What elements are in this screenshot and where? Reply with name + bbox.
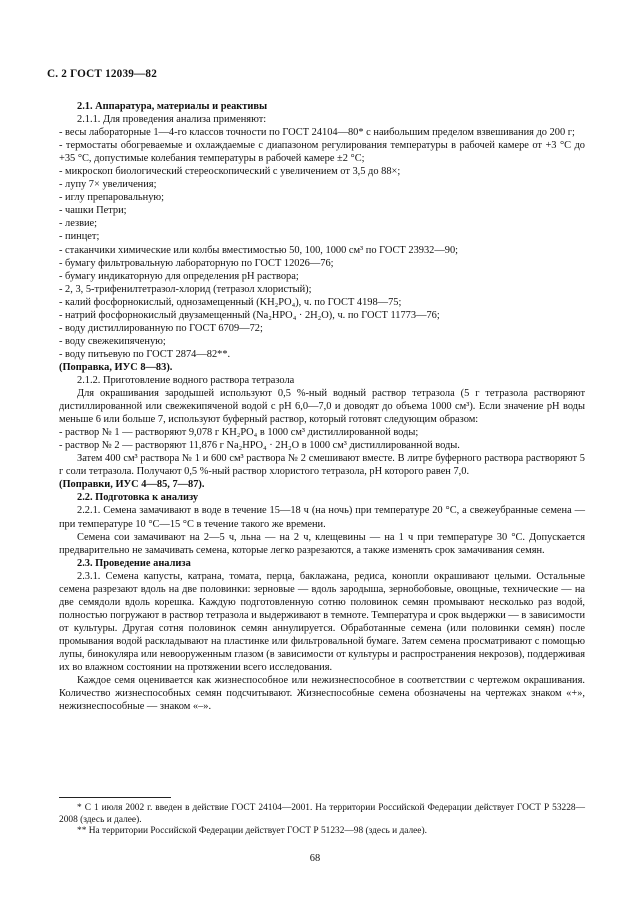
paragraph: 2.3.1. Семена капусты, катрана, томата, перца, баклажана, редиса, конопли окрашивают целыми. Остальные семена разрезают вдоль на две половинки: зерновые — вдоль зародыша, зернобобовые, овощные, технические — на две семядоли вдоль корешка. Каждую подготовленную сотню половинок семян промывают несколько раз водой, полностью погружают в раствор тетразола и выдерживают в темноте. Температура и срок выдержки — в зависимости от культуры. Другая сотня половинок семян аннулируется. Обработанные семена (или половинки семян) после промывания водой раскладывают на пластинке или фильтровальной бумаге. Затем семена просматривают с помощью лупы, бинокуляра или невооруженным глазом (в зависимости от культуры и распространения некрозов), поддерживая их во влажном состоянии на протяжении всего исследования. xyxy=(59,570,586,674)
paragraph: Для окрашивания зародышей используют 0,5 %-ный водный раствор тетразола (5 г тетразола растворяют дистиллированной или свежекипяченой водой с рН 6,0—7,0 и доводят до объема 1000 см³). Если значение рН воды меньше 6 или больше 7, используют буферный раствор, который готовят следующим образом: xyxy=(59,388,585,426)
paragraph: - воду свежекипяченую; xyxy=(59,335,166,347)
paragraph: 2.1.2. Приготовление водного раствора тетразола xyxy=(77,374,295,386)
page-number: 68 xyxy=(309,853,321,864)
paragraph: - раствор № 2 — растворяют 11,876 г Na₂HPO₄ · 2H₂O в 1000 см³ дистиллированной воды. xyxy=(59,440,460,452)
paragraph: - иглу препаровальную; xyxy=(59,192,165,204)
paragraph: 2.3. Проведение анализа xyxy=(77,557,191,569)
paragraph: - воду питьевую по ГОСТ 2874—82**. xyxy=(59,348,231,360)
paragraph: 2.1.1. Для проведения анализа применяют: xyxy=(77,114,267,126)
paragraph: - калий фосфорнокислый, однозамещенный (KH₂PO₄), ч. по ГОСТ 4198—75; xyxy=(59,296,402,308)
footnote-rule xyxy=(59,797,171,798)
paragraph: Семена сои замачивают на 2—5 ч, льна — на 2 ч, клещевины — на 1 ч при температуре 30 °С. Допускается предварительно не замачивать семена, которые легко разрезаются, а также изменять срок замачивания семян. xyxy=(59,531,585,556)
paragraph: Каждое семя оценивается как жизнеспособное или нежизнеспособное в соответствии с чертежом окрашивания. Количество жизнеспособных семян подсчитывают. Жизнеспособные семена обозначены на чертежах знаком «+», нежизнеспособные — знаком «–». xyxy=(59,675,585,713)
paragraph: - весы лабораторные 1—4-го классов точности по ГОСТ 24104—80* с наибольшим пределом взвешивания до 200 г; xyxy=(59,127,575,139)
paragraph: Затем 400 см³ раствора № 1 и 600 см³ раствора № 2 смешивают вместе. В литре буферного раствора растворяют 5 г соли тетразола. Получают 0,5 %-ный раствор хлористого тетразола, рН которого равен 7,0. xyxy=(59,453,585,478)
paragraph: - раствор № 1 — растворяют 9,078 г KH₂PO₄ в 1000 см³ дистиллированной воды; xyxy=(59,427,419,439)
footnote-2: ** На территории Российской Федерации действует ГОСТ Р 51232—98 (здесь и далее). xyxy=(77,826,427,837)
paragraph: (Поправка, ИУС 8—83). xyxy=(59,361,173,373)
paragraph: - бумагу фильтровальную лабораторную по ГОСТ 12026—76; xyxy=(59,257,334,269)
paragraph: - лупу 7× увеличения; xyxy=(59,179,157,191)
paragraph: - натрий фосфорнокислый двузамещенный (Na₂HPO₄ · 2H₂O), ч. по ГОСТ 11773—76; xyxy=(59,309,440,321)
paragraph: (Поправки, ИУС 4—85, 7—87). xyxy=(59,479,205,491)
paragraph: - стаканчики химические или колбы вместимостью 50, 100, 1000 см³ по ГОСТ 23932—90; xyxy=(59,244,459,256)
paragraph: 2.2.1. Семена замачивают в воде в течение 15—18 ч (на ночь) при температуре 20 °С, а свежеубранные семена — при температуре 10 °С—15 °С в течение такого же времени. xyxy=(59,505,585,530)
footnotes xyxy=(59,797,585,838)
paragraph: 2.2. Подготовка к анализу xyxy=(77,492,199,504)
footnote-1: * С 1 июля 2002 г. введен в действие ГОСТ 24104—2001. На территории Российской Федерации действует ГОСТ Р 53228—2008 (здесь и далее). xyxy=(59,803,585,825)
paragraph: - бумагу индикаторную для определения рН раствора; xyxy=(59,270,299,282)
document-body xyxy=(59,100,585,713)
paragraph: - термостаты обогреваемые и охлаждаемые с диапазоном регулирования температуры в рабочей камере от +3 °С до +35 °С, допустимые колебания температуры в рабочей камере ±2 °С; xyxy=(59,140,585,165)
paragraph: 2.1. Аппаратура, материалы и реактивы xyxy=(77,101,268,112)
paragraph: - чашки Петри; xyxy=(59,205,127,217)
paragraph: - микроскоп биологический стереоскопический с увеличением от 3,5 до 88×; xyxy=(59,166,401,178)
paragraph: - лезвие; xyxy=(59,218,98,230)
page-header: С. 2 ГОСТ 12039—82 xyxy=(47,68,158,80)
paragraph: - 2, 3, 5-трифенилтетразол-хлорид (тетразол хлористый); xyxy=(59,283,312,295)
paragraph: - пинцет; xyxy=(59,231,100,243)
paragraph: - воду дистиллированную по ГОСТ 6709—72; xyxy=(59,322,263,334)
